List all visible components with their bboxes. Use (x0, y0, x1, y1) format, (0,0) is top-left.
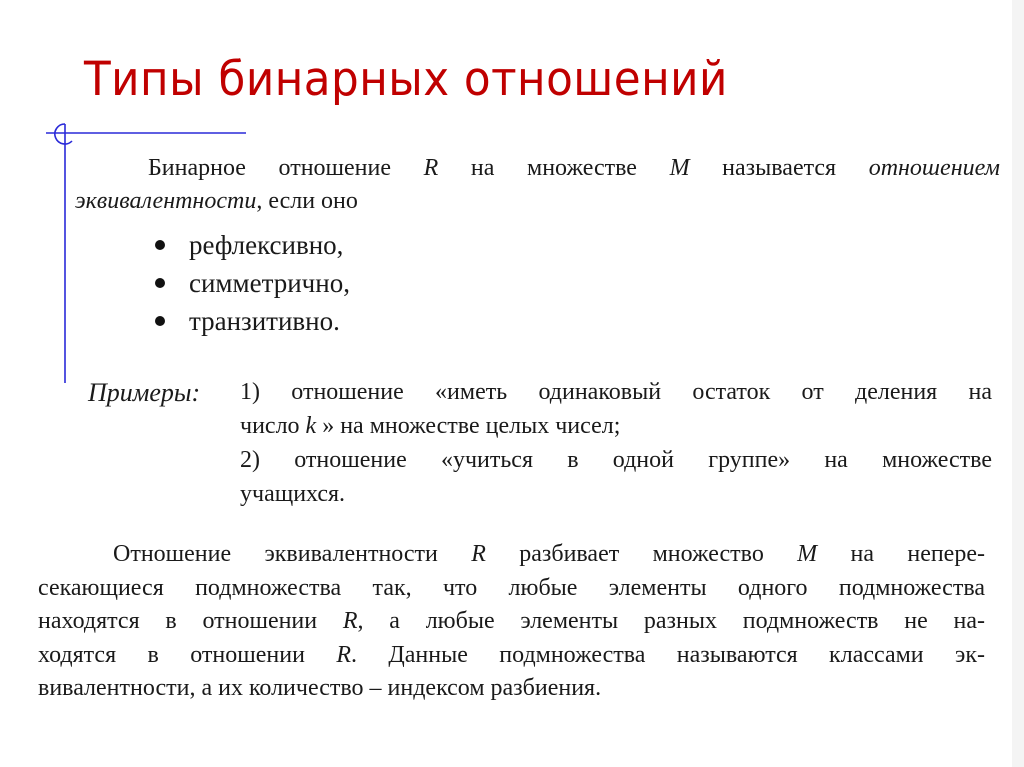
definition-line-1 (148, 155, 1000, 182)
paragraph-text: находятся в отношении (38, 608, 343, 634)
property-item-reflexive (150, 226, 350, 264)
example-line-1: 1) отношение «иметь одинаковый остаток от деления на (240, 379, 992, 405)
properties-list (150, 226, 350, 340)
property-item-symmetric (150, 264, 350, 302)
term-equivalence-relation: отношением (868, 155, 1000, 181)
definition-text: , если оно (256, 188, 358, 214)
variable-r: R (471, 541, 486, 567)
paragraph-text: на непере- (817, 541, 985, 567)
term-equivalence: эквивалентности (75, 188, 257, 214)
paragraph-text: . Данные подмножества называются классами эк- (351, 642, 985, 668)
bullet-icon (155, 316, 165, 326)
paragraph-text: разбивает множество (485, 541, 798, 567)
slide-right-edge (1012, 0, 1024, 767)
variable-m: M (669, 155, 690, 181)
property-label: симметрично, (189, 268, 350, 298)
partition-line-2: секающиеся подмножества так, что любые элементы одного подмножества (38, 575, 985, 601)
partition-line-3 (38, 608, 985, 635)
example-line-2 (240, 413, 620, 440)
paragraph-text: Отношение эквивалентности (113, 541, 472, 567)
definition-text: Бинарное отношение (148, 155, 424, 181)
variable-m: M (797, 541, 818, 567)
variable-r: R (342, 608, 358, 634)
paragraph-text: ходятся в отношении (38, 642, 337, 668)
example-text: » на множестве целых чисел; (316, 413, 621, 439)
bullet-icon (155, 240, 165, 250)
examples-label: Примеры: (88, 378, 201, 407)
property-item-transitive (150, 302, 350, 340)
definition-text: называется (689, 155, 869, 181)
definition-text: на множестве (438, 155, 670, 181)
example-line-3: 2) отношение «учиться в одной группе» на множестве (240, 447, 992, 473)
partition-line-4 (38, 642, 985, 669)
partition-line-5: вивалентности, а их количество – индексом разбиения. (38, 675, 602, 701)
paragraph-text: , а любые элементы разных подмножеств не на- (357, 608, 985, 634)
example-text: число (240, 413, 306, 439)
definition-line-2 (75, 188, 358, 215)
variable-r: R (336, 642, 351, 668)
variable-r: R (423, 155, 439, 181)
slide-title: Типы бинарных отношений (84, 52, 728, 107)
bullet-icon (155, 278, 165, 288)
example-line-4: учащихся. (240, 481, 346, 507)
property-label: рефлексивно, (189, 230, 344, 260)
property-label: транзитивно. (189, 306, 340, 336)
variable-k: k (305, 413, 317, 439)
partition-line-1 (113, 541, 985, 568)
